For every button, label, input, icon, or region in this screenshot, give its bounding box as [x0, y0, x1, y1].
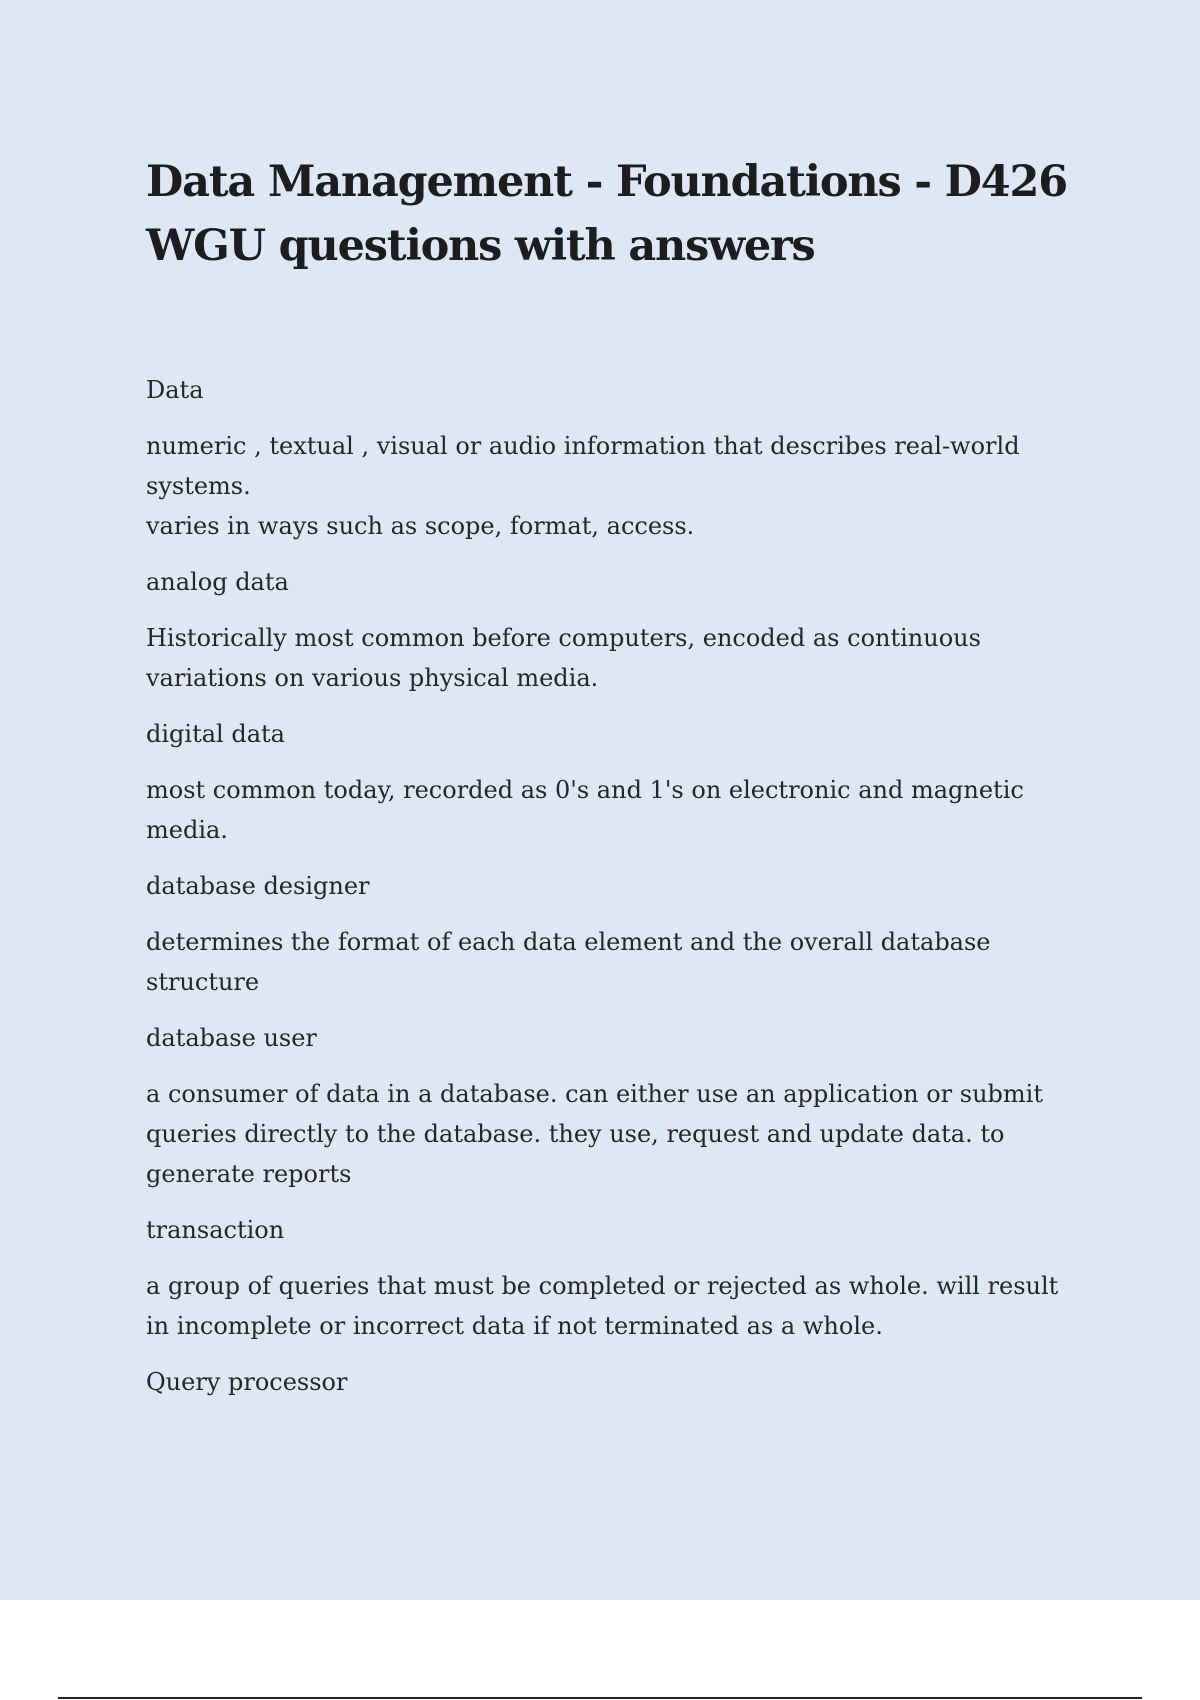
footer-divider: [58, 1697, 1142, 1699]
term-query-processor: Query processor: [146, 1368, 348, 1396]
term-data: Data: [146, 376, 204, 404]
document-content: [146, 150, 1086, 1418]
qa-list: [146, 370, 1086, 1402]
term-analog-data: analog data: [146, 568, 289, 596]
definition-database-user: a consumer of data in a database. can either use an application or submit queries directly to the database. they use, request and update data. to generate reports: [146, 1080, 1043, 1188]
document-title: Data Management - Foundations - D426 WGU questions with answers: [146, 157, 1067, 271]
definition-analog-data: Historically most common before computers, encoded as continuous variations on various physical media.: [146, 624, 981, 692]
term-transaction: transaction: [146, 1216, 285, 1244]
definition-data: numeric , textual , visual or audio information that describes real-world systems. varies in ways such as scope, format, access.: [146, 432, 1020, 540]
definition-transaction: a group of queries that must be completed or rejected as whole. will result in incomplete or incorrect data if not terminated as a whole.: [146, 1272, 1059, 1340]
definition-database-designer: determines the format of each data element and the overall database structure: [146, 928, 991, 996]
term-digital-data: digital data: [146, 720, 285, 748]
term-database-designer: database designer: [146, 872, 370, 900]
definition-digital-data: most common today, recorded as 0's and 1's on electronic and magnetic media.: [146, 776, 1024, 844]
term-database-user: database user: [146, 1024, 317, 1052]
